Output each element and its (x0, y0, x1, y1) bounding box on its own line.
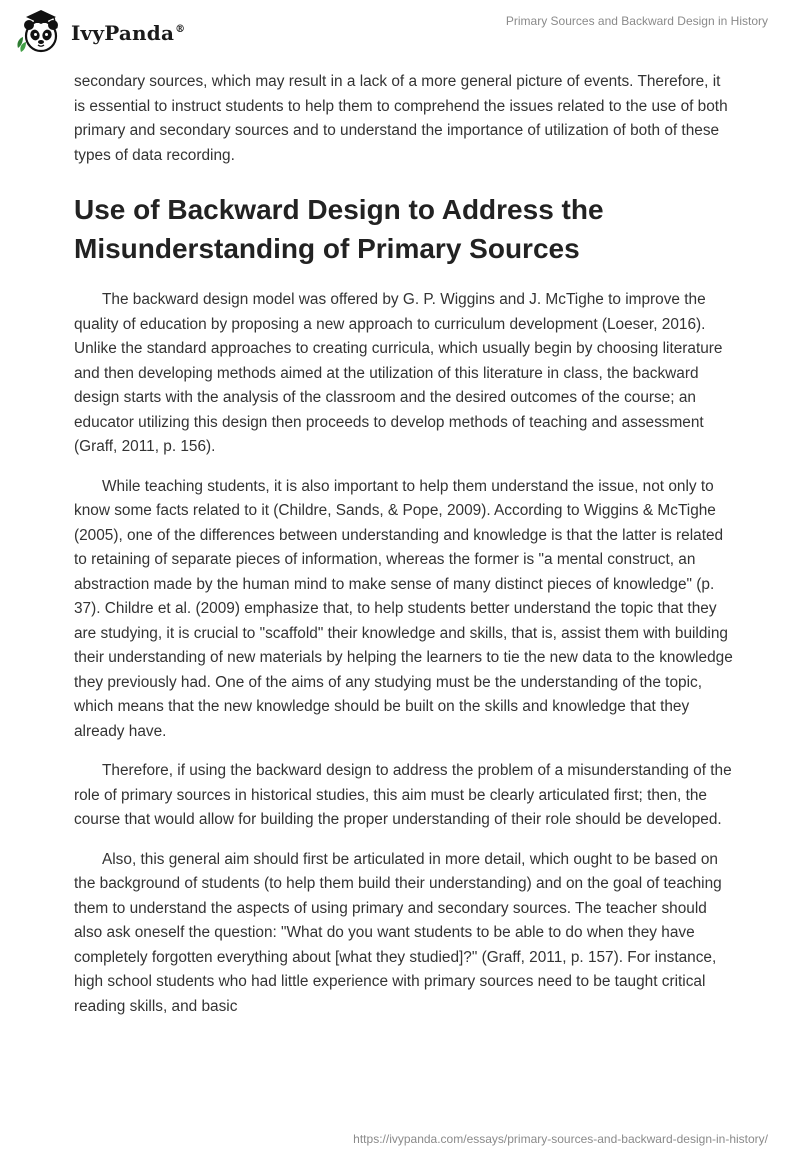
panda-graduate-icon (14, 8, 66, 54)
ivypanda-logo[interactable] (14, 8, 185, 54)
essay-content (74, 70, 734, 1034)
logo-wordmark: IvyPanda® (71, 21, 186, 45)
section-heading: Use of Backward Design to Address the Misunderstanding of Primary Sources (74, 194, 604, 264)
footer-url-link[interactable]: https://ivypanda.com/essays/primary-sources-and-backward-design-in-history/ (353, 1132, 768, 1146)
intro-paragraph: secondary sources, which may result in a lack of a more general picture of events. Therefore, it is essential to instruct students to help them to comprehend the issues related to the use of both primary and secondary sources and to understand the importance of utilization of both of these types of data recording. (74, 73, 728, 164)
body-paragraph-1: The backward design model was offered by G. P. Wiggins and J. McTighe to improve the quality of education by proposing a new approach to curriculum development (Loeser, 2016). Unlike the standard approaches to creating curricula, which usually begin by choosing literature and then developing methods aimed at the utilization of this literature in class, the backward design starts with the analysis of the classroom and the desired outcomes of the course; an educator utilizing this design then proceeds to develop methods of teaching and assessment (Graff, 2011, p. 156). (74, 291, 723, 455)
body-paragraph-2: While teaching students, it is also important to help them understand the issue, not only to know some facts related to it (Childre, Sands, & Pope, 2009). According to Wiggins & McTighe (2005), one of the differences between understanding and knowledge is that the latter is related to retaining of separate pieces of information, whereas the former is "a mental construct, an abstraction made by the human mind to make sense of many distinct pieces of knowledge" (p. 37). Childre et al. (2009) emphasize that, to help students better understand the topic that they are studying, it is crucial to "scaffold" their knowledge and skills, that is, assist them with building their understanding of new materials by helping the learners to tie the new data to the knowledge they previously had. One of the aims of any studying must be the understanding of the topic, which means that the new knowledge should be built on the skills and knowledge that they already have. (74, 477, 733, 740)
body-paragraph-4: Also, this general aim should first be articulated in more detail, which ought to be based on the background of students (to help them build their understanding) and on the goal of teaching them to understand the aspects of using primary and secondary sources. The teacher should also ask oneself the question: "What do you want students to be able to do when they have completely forgotten everything about [what they studied]?" (Graff, 2011, p. 157). For instance, high school students who had little experience with primary sources need to be taught critical reading skills, and basic (74, 850, 722, 1015)
body-paragraph-3: Therefore, if using the backward design to address the problem of a misunderstanding of the role of primary sources in historical studies, this aim must be clearly articulated first; then, the course that would allow for building the proper understanding of their role should be developed. (74, 762, 732, 828)
document-title: Primary Sources and Backward Design in History (505, 14, 768, 28)
page-header (0, 0, 800, 70)
